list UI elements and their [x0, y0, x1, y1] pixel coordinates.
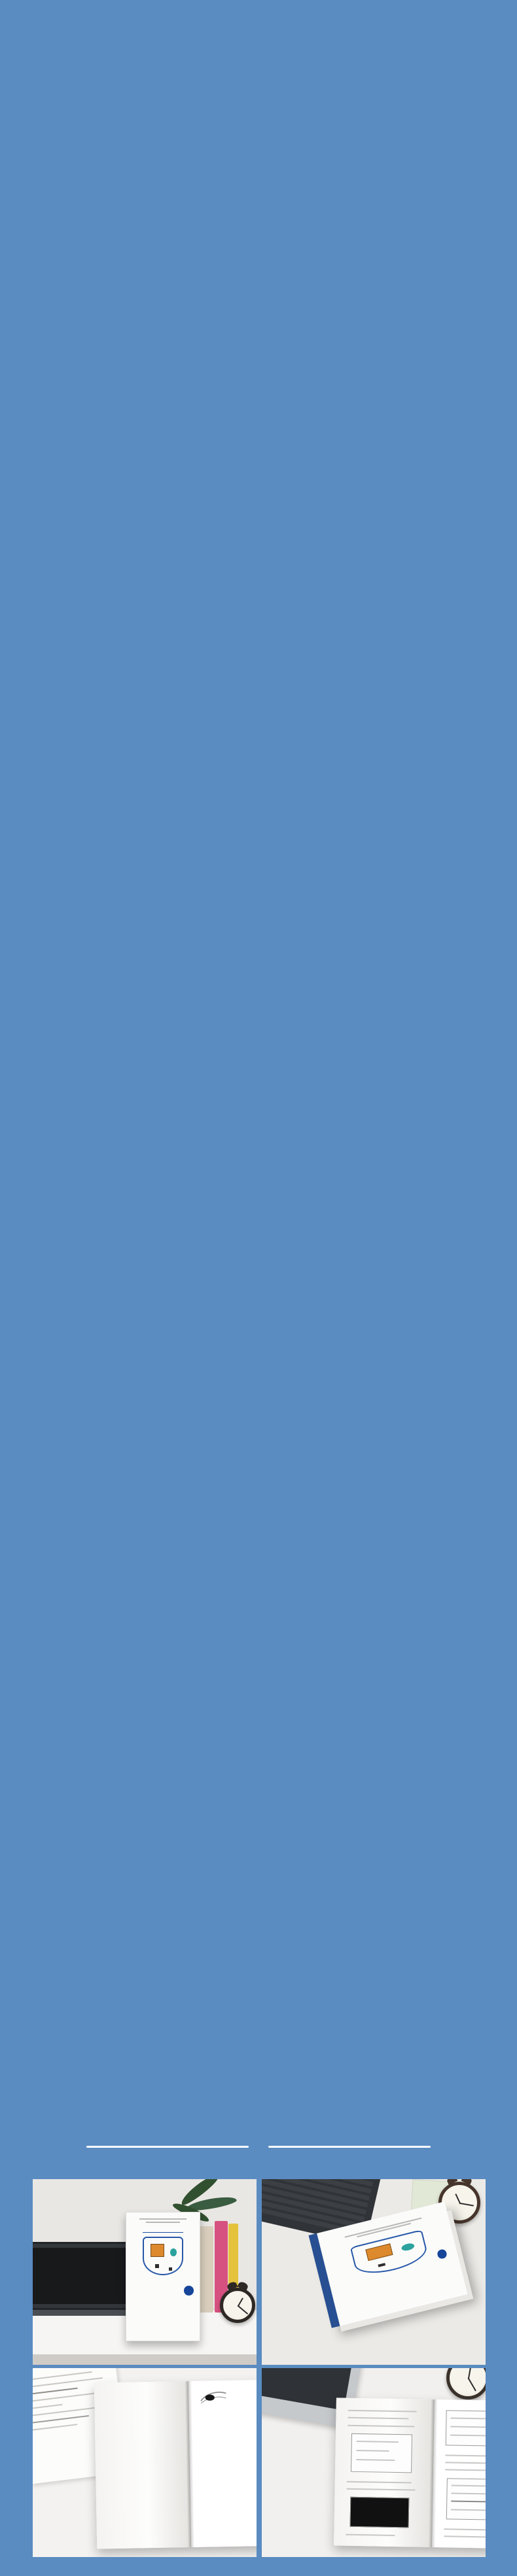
photo-book-lying-desk: [262, 2179, 486, 2365]
cover-badge: [437, 2248, 447, 2259]
section-divider: [0, 2124, 517, 2169]
swoosh-logo: [199, 2390, 228, 2405]
book-front-cover: [126, 2212, 200, 2341]
alarm-clock: [446, 2368, 486, 2399]
cover-badge: [184, 2286, 194, 2296]
desk-edge: [33, 2354, 257, 2365]
book-left-page: [94, 2381, 191, 2549]
divider-line-left: [86, 2146, 249, 2148]
shield-icon: [143, 2237, 184, 2275]
shield-icon: [350, 2229, 429, 2279]
photo-book-standing-desk: [33, 2179, 257, 2365]
photo-open-book-spread: [262, 2368, 486, 2557]
laptop: [33, 2242, 132, 2310]
divider-line-right: [268, 2146, 431, 2148]
cover-publisher: [340, 2292, 467, 2324]
book-cover: [126, 2212, 200, 2341]
toc-lines: [200, 2409, 257, 2411]
book-right-page: [188, 2380, 257, 2547]
alarm-clock: [220, 2288, 255, 2323]
open-book-spread: [94, 2380, 257, 2549]
book-right-page: [432, 2399, 486, 2549]
open-book-spread: [334, 2398, 486, 2549]
photo-open-book-toc: [33, 2368, 257, 2557]
book-left-page: [334, 2398, 435, 2547]
